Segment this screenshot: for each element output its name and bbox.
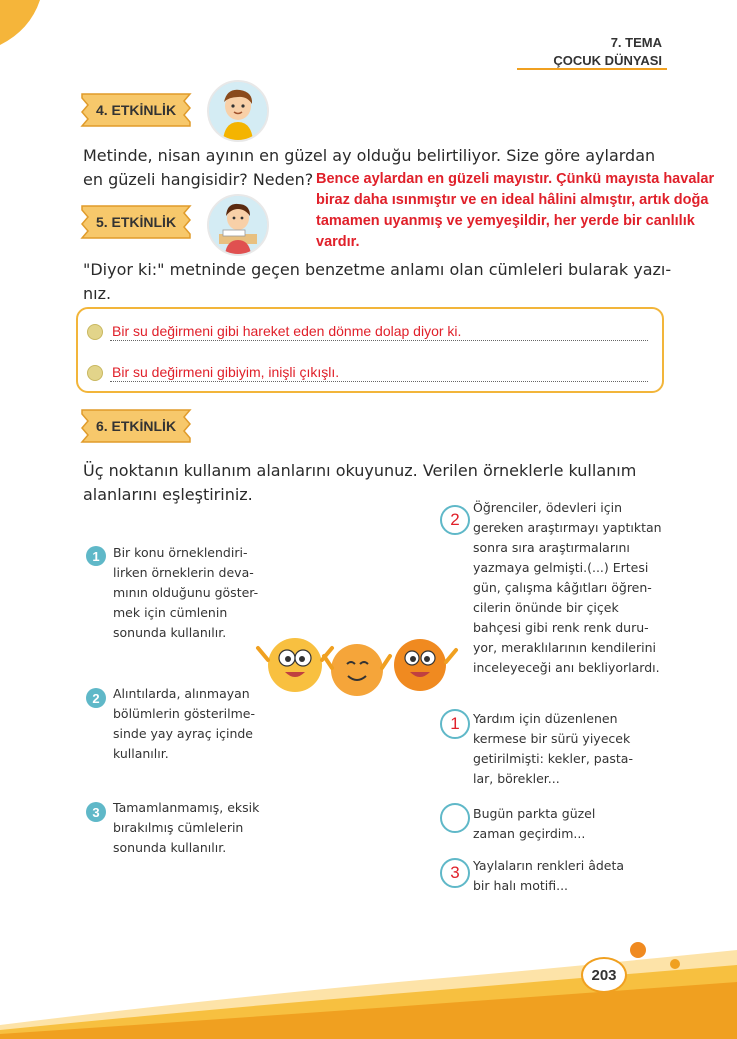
activity4-question-line1: Metinde, nisan ayının en güzel ay olduğu belirtiliyor. Size göre aylardan [83,146,656,165]
answer-line-1[interactable] [110,340,648,341]
activity6-label: 6. ETKİNLİK [95,418,177,434]
text-line: mının olduğunu göster- [113,585,259,600]
text-line: bırakılmış cümlelerin [113,820,244,835]
activity4-answer [316,169,736,253]
text-line: Alıntılarda, alınmayan [113,686,250,701]
activity4-question-line2: en güzeli hangisidir? Neden? [83,170,314,189]
use-number-badge: 3 [86,802,106,822]
text-line: inceleyeceği anı bekliyorlardı. [473,660,660,675]
text-line: lar, börekler... [473,771,560,786]
example-4-text [473,856,624,896]
text-line: lirken örneklerin deva- [113,565,254,580]
use-2-text [113,684,255,764]
activity4-ribbon [76,90,196,130]
text-line: sonunda kullanılır. [113,840,227,855]
answer-circle[interactable]: 3 [440,858,470,888]
text-line: gün, çalışma kâğıtları öğren- [473,580,652,595]
text-line: kullanılır. [113,746,169,761]
text-line: sinde yay ayraç içinde [113,726,254,741]
example-1-text [473,498,662,678]
text-line: yazmaya gelmişti.(...) Ertesi [473,560,649,575]
activity5-answer-2: Bir su değirmeni gibiyim, inişli çıkışlı. [112,364,340,380]
activity5-answer-1: Bir su değirmeni gibi hareket eden dönme dolap diyor ki. [112,323,462,339]
use-number-badge: 2 [86,688,106,708]
text-line: yor, meraklılarının kendilerini [473,640,657,655]
answer-circle[interactable]: 1 [440,709,470,739]
text-line: getirilmişti: kekler, pasta- [473,751,633,766]
bottom-wave-decoration [0,930,737,1039]
header-underline [517,68,667,70]
answer-circle[interactable]: 2 [440,505,470,535]
text-line: Bir konu örneklendiri- [113,545,248,560]
boy-avatar [207,80,269,142]
activity6-question-line2: alanlarını eşleştiriniz. [83,485,253,504]
text-line: Öğrenciler, ödevleri için [473,500,623,515]
answer-line-2[interactable] [110,381,648,382]
answer-line: vardır. [316,234,360,250]
bullet-icon [87,365,103,381]
example-2-text [473,709,633,789]
text-line: sonra sıra araştırmalarını [473,540,630,555]
text-line: Bugün parkta güzel [473,806,596,821]
answer-line: Bence aylardan en güzeli mayıstır. Çünkü mayısta havalar [316,171,715,187]
answer-circle[interactable] [440,803,470,833]
text-line: Yaylaların renkleri âdeta [473,858,625,873]
text-line: kermese bir sürü yiyecek [473,731,631,746]
text-line: mek için cümlenin [113,605,228,620]
activity5-question-line2: nız. [83,284,112,303]
text-line: bahçesi gibi renk renk duru- [473,620,649,635]
text-line: Yardım için düzenlenen [473,711,618,726]
activity6-question-line1: Üç noktanın kullanım alanlarını okuyunuz. Verilen örneklerle kullanım [83,461,637,480]
page-number: 203 [581,957,627,993]
text-line: gereken araştırmayı yaptıktan [473,520,662,535]
girl-avatar [207,194,269,256]
use-3-text [113,798,259,858]
example-3-text [473,804,595,844]
theme-title: ÇOCUK DÜNYASI [553,53,662,68]
use-1-text [113,543,258,643]
activity5-question-line1: "Diyor ki:" metninde geçen benzetme anlamı olan cümleleri bularak yazı- [83,260,672,279]
text-line: sonunda kullanılır. [113,625,227,640]
three-dots-characters-illustration [250,620,465,700]
text-line: bölümlerin gösterilme- [113,706,255,721]
text-line: cilerin önünde bir çiçek [473,600,619,615]
theme-number: 7. TEMA [610,35,662,50]
text-line: bir halı motifi... [473,878,569,893]
text-line: Tamamlanmamış, eksik [113,800,260,815]
use-number-badge: 1 [86,546,106,566]
activity5-label: 5. ETKİNLİK [95,214,177,230]
activity6-ribbon [76,406,196,446]
theme-header [553,34,662,70]
answer-line: tamamen uyanmış ve yemyeşildir, her yerde bir canlılık [316,213,695,229]
activity5-ribbon [76,202,196,242]
bullet-icon [87,324,103,340]
text-line: zaman geçirdim... [473,826,586,841]
answer-line: biraz daha ısınmıştır ve en ideal hâlini almıştır, artık doğa [316,192,709,208]
activity4-label: 4. ETKİNLİK [95,102,177,118]
